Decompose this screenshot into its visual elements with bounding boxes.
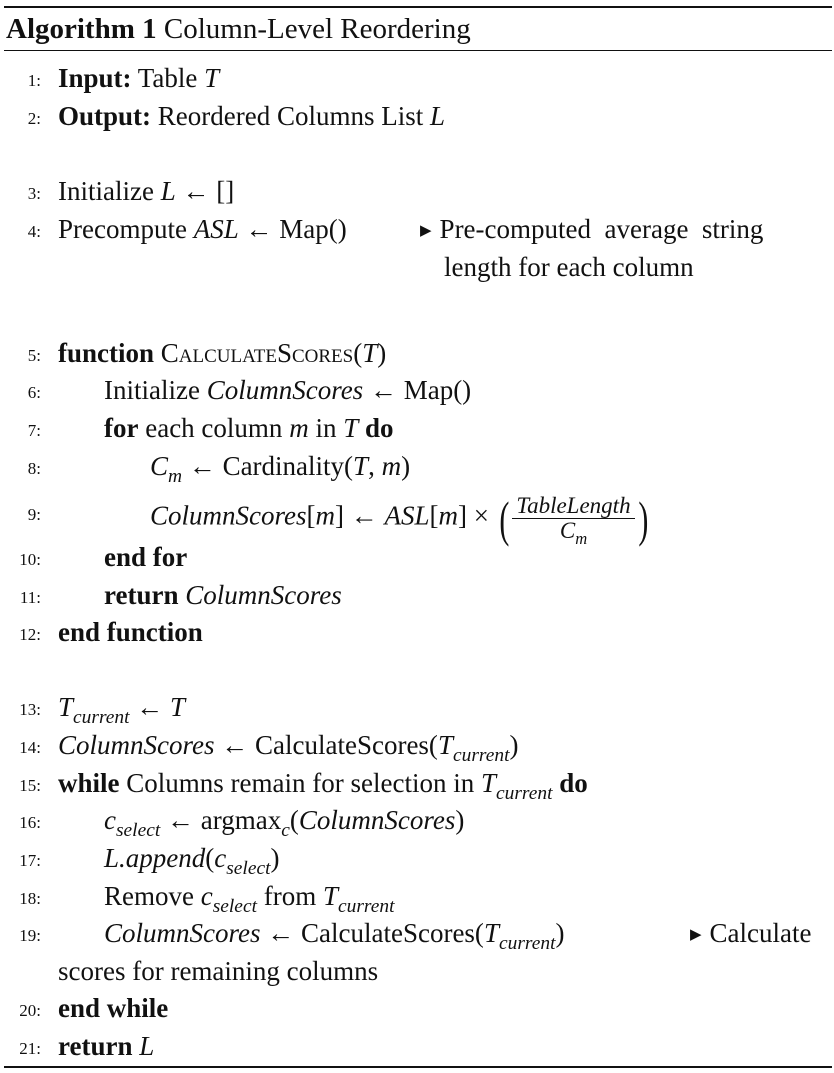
code-text: ← [] bbox=[175, 176, 235, 206]
line-3 bbox=[0, 173, 834, 211]
line-number: 16: bbox=[19, 813, 41, 832]
line-number: 1: bbox=[27, 71, 41, 90]
fraction bbox=[512, 493, 634, 548]
line-number: 13: bbox=[19, 700, 41, 719]
variable: L.append bbox=[104, 843, 206, 873]
bracket: ] bbox=[335, 500, 344, 531]
comma: , bbox=[368, 451, 382, 481]
line-16 bbox=[0, 802, 834, 840]
line-1 bbox=[0, 60, 834, 98]
code-text: Precompute bbox=[58, 214, 194, 244]
line-13 bbox=[0, 689, 834, 727]
variable: c bbox=[200, 881, 213, 911]
variable: L bbox=[132, 1031, 155, 1061]
line-2 bbox=[0, 98, 834, 136]
arrow: ← bbox=[129, 692, 171, 722]
line-number: 19: bbox=[19, 926, 41, 945]
line-number: 9: bbox=[27, 505, 41, 524]
paren: ) bbox=[270, 843, 280, 873]
variable: c bbox=[214, 843, 227, 873]
line-8 bbox=[0, 448, 834, 486]
line-15 bbox=[0, 765, 834, 803]
variable: T bbox=[362, 338, 378, 368]
paren: ( bbox=[289, 805, 299, 835]
line-14 bbox=[0, 727, 834, 765]
variable: T bbox=[480, 768, 496, 798]
variable: ColumnScores bbox=[150, 500, 307, 531]
line-number: 17: bbox=[19, 851, 41, 870]
line-number: 4: bbox=[27, 222, 41, 241]
variable: ColumnScores bbox=[104, 918, 261, 948]
line-number: 6: bbox=[27, 383, 41, 402]
variable: T bbox=[343, 413, 359, 443]
subscript: current bbox=[73, 706, 130, 728]
variable: m bbox=[289, 413, 309, 443]
variable: ASL bbox=[193, 214, 239, 244]
keyword: Output: bbox=[58, 101, 152, 131]
line-5 bbox=[0, 335, 834, 373]
line-number: 7: bbox=[27, 421, 41, 440]
paren: ) bbox=[509, 730, 519, 760]
keyword: end function bbox=[58, 617, 203, 647]
code-text: ← CalculateScores( bbox=[214, 730, 438, 760]
line-number: 10: bbox=[19, 550, 41, 569]
line-12 bbox=[0, 614, 834, 652]
subscript: current bbox=[498, 932, 556, 954]
variable: T bbox=[483, 918, 499, 948]
keyword: while bbox=[58, 768, 120, 798]
subscript: current bbox=[452, 744, 510, 766]
keyword: end while bbox=[58, 993, 169, 1023]
code-text: ← Map() bbox=[363, 375, 472, 405]
subscript: current bbox=[337, 895, 395, 917]
variable: T bbox=[170, 692, 186, 722]
fraction-numerator: TableLength bbox=[512, 494, 634, 519]
line-number: 11: bbox=[19, 588, 41, 607]
variable: C bbox=[150, 451, 169, 481]
code-text: ← CalculateScores( bbox=[260, 918, 484, 948]
paren: ( bbox=[205, 843, 215, 873]
line-number: 8: bbox=[27, 459, 41, 478]
variable: T bbox=[58, 692, 74, 722]
line-9: 9: ColumnScores[m] ← ASL[m] × ( $\frac{\text{TableLength}}{C_m}$ ) bbox=[27, 490, 648, 548]
code-text: Initialize bbox=[104, 375, 207, 405]
line-10 bbox=[0, 539, 834, 577]
line-number: 21: bbox=[19, 1039, 41, 1058]
variable: T bbox=[353, 451, 369, 481]
code-text: Columns remain for selection in bbox=[119, 768, 481, 798]
variable: L bbox=[160, 176, 176, 206]
variable: ColumnScores bbox=[178, 580, 342, 610]
line-number: 14: bbox=[19, 738, 41, 757]
bracket: [ bbox=[306, 500, 316, 531]
line-17 bbox=[0, 840, 834, 878]
subscript: select bbox=[212, 895, 257, 917]
keyword: for bbox=[104, 413, 139, 443]
line-19 bbox=[0, 915, 834, 986]
comment-triangle-icon: ▶ bbox=[420, 223, 432, 239]
subscript: select bbox=[226, 857, 271, 879]
subscript: c bbox=[281, 819, 290, 841]
subscript: current bbox=[495, 782, 553, 804]
line-number: 15: bbox=[19, 776, 41, 795]
variable: T bbox=[322, 881, 338, 911]
comment-continued: length for each column bbox=[444, 252, 694, 282]
variable: c bbox=[104, 805, 116, 835]
fraction-denominator: $C_m$ bbox=[559, 518, 588, 548]
code-text: in bbox=[308, 413, 344, 443]
code-text: each column bbox=[138, 413, 290, 443]
line-number: 5: bbox=[27, 346, 41, 365]
variable: ColumnScores bbox=[298, 805, 456, 835]
code-text: ← argmax bbox=[160, 805, 282, 835]
bottom-rule bbox=[4, 1066, 832, 1068]
top-rule bbox=[4, 6, 832, 8]
variable: T bbox=[437, 730, 453, 760]
arrow: ← bbox=[344, 500, 385, 531]
paren: ) bbox=[377, 338, 387, 368]
paren: ( bbox=[353, 338, 363, 368]
comment-text: Pre-computed average string bbox=[439, 214, 764, 244]
paren: ) bbox=[401, 451, 411, 481]
code-text: ← Cardinality( bbox=[182, 451, 354, 481]
line-7 bbox=[0, 410, 834, 448]
code-text: Table bbox=[131, 63, 205, 93]
function-name: CalculateScores bbox=[160, 338, 354, 368]
line-20 bbox=[0, 990, 834, 1028]
line-18 bbox=[0, 878, 834, 916]
line-number: 2: bbox=[27, 109, 41, 128]
caption-rule bbox=[4, 50, 832, 51]
subscript: m bbox=[168, 465, 183, 487]
caption-title: Column-Level Reordering bbox=[163, 13, 471, 45]
comment-text: Calculate bbox=[709, 918, 812, 948]
subscript: select bbox=[115, 819, 161, 841]
keyword: do bbox=[552, 768, 588, 798]
variable: m bbox=[381, 451, 402, 481]
code-text: ← Map() bbox=[238, 214, 347, 244]
comment-triangle-icon: ▶ bbox=[690, 927, 702, 943]
code-text: Initialize bbox=[58, 176, 161, 206]
code-text: Reordered Columns List bbox=[151, 101, 430, 131]
paren: ) bbox=[455, 805, 465, 835]
keyword: do bbox=[358, 413, 394, 443]
line-6 bbox=[0, 372, 834, 410]
times-sign: × bbox=[467, 500, 496, 531]
variable: ASL bbox=[384, 500, 430, 531]
keyword: return bbox=[58, 1031, 133, 1061]
keyword: end for bbox=[104, 542, 188, 572]
line-21 bbox=[0, 1028, 834, 1066]
comment-continued: scores for remaining columns bbox=[58, 956, 379, 986]
caption-label: Algorithm 1 bbox=[6, 13, 157, 45]
right-paren: ) bbox=[637, 490, 648, 547]
variable: ColumnScores bbox=[58, 730, 215, 760]
code-text: Remove bbox=[104, 881, 201, 911]
line-11 bbox=[0, 577, 834, 615]
variable: m bbox=[315, 500, 335, 531]
keyword: Input: bbox=[58, 63, 132, 93]
paren: ) bbox=[555, 918, 565, 948]
algorithm-caption bbox=[6, 13, 471, 45]
code-text: from bbox=[256, 881, 323, 911]
line-number: 20: bbox=[19, 1001, 41, 1020]
keyword: function bbox=[58, 338, 155, 368]
variable: L bbox=[430, 101, 446, 131]
keyword: return bbox=[104, 580, 179, 610]
variable: T bbox=[204, 63, 220, 93]
line-number: 12: bbox=[19, 625, 41, 644]
variable: ColumnScores bbox=[206, 375, 364, 405]
line-number: 3: bbox=[27, 184, 41, 203]
comment bbox=[420, 211, 763, 252]
comment bbox=[690, 915, 812, 956]
left-paren: ( bbox=[499, 490, 510, 547]
line-number: 18: bbox=[19, 889, 41, 908]
line-4 bbox=[0, 211, 834, 282]
